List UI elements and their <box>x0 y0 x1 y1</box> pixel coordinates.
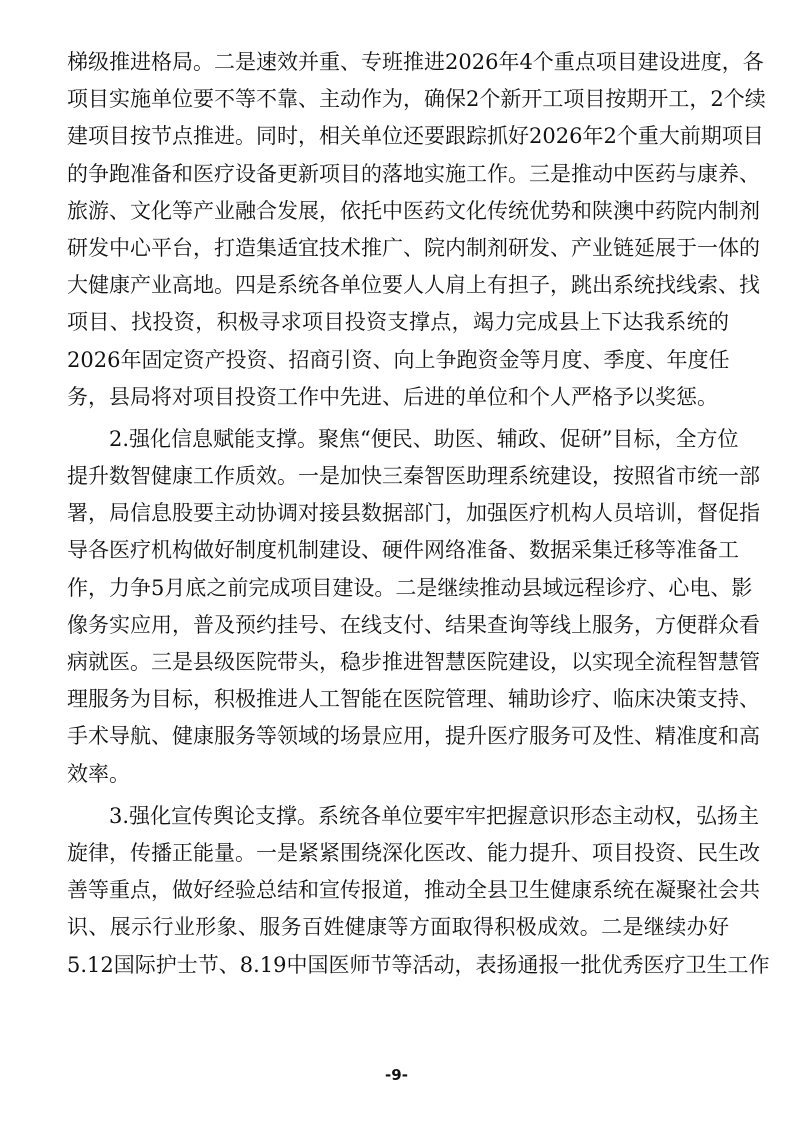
text-line: 手术导航、健康服务等领域的场景应用，提升医疗服务可及性、精准度和高 <box>67 724 760 749</box>
text-line: 旋律，传播正能量。一是紧紧围绕深化医改、能力提升、项目投资、民生改 <box>67 840 760 865</box>
text-line: 识、展示行业形象、服务百姓健康等方面取得积极成效。二是继续办好 <box>67 915 729 940</box>
text-line: 大健康产业高地。四是系统各单位要人人肩上有担子，跳出系统找线索、找 <box>67 273 760 298</box>
text-line: 导各医疗机构做好制度机制建设、硬件网络准备、数据采集迁移等准备工 <box>67 538 739 563</box>
text-line: 2026年固定资产投资、招商引资、向上争跑资金等月度、季度、年度任 <box>67 347 730 372</box>
text-line: 效率。 <box>67 761 130 786</box>
text-line: 善等重点，做好经验总结和宣传报道，推动全县卫生健康系统在凝聚社会共 <box>67 878 760 903</box>
paragraph-3 <box>67 798 770 984</box>
body-text <box>67 44 770 984</box>
text-line: 2.强化信息赋能支撑。聚焦“便民、助医、辅政、促研”目标，全方位 <box>67 426 739 451</box>
text-line: 理服务为目标，积极推进人工智能在医院管理、辅助诊疗、临床决策支持、 <box>67 687 760 712</box>
text-line: 署，局信息股要主动协调对接县数据部门，加强医疗机构人员培训，督促指 <box>67 501 760 526</box>
text-line: 5.12国际护士节、8.19中国医师节等活动，表扬通报一批优秀医疗卫生工作 <box>67 952 770 977</box>
text-line: 像务实应用，普及预约挂号、在线支付、结果查询等线上服务，方便群众看 <box>67 612 760 637</box>
paragraph-1 <box>67 44 766 416</box>
paragraph-2 <box>67 421 760 793</box>
page-number: -9- <box>385 1066 408 1084</box>
text-line: 梯级推进格局。二是速效并重、专班推进2026年4个重点项目建设进度，各 <box>67 50 764 74</box>
text-line: 务，县局将对项目投资工作中先进、后进的单位和个人严格予以奖惩。 <box>67 384 718 409</box>
text-line: 3.强化宣传舆论支撑。系统各单位要牢牢把握意识形态主动权，弘扬主 <box>67 803 760 828</box>
text-line: 提升数智健康工作质效。一是加快三秦智医助理系统建设，按照省市统一部 <box>67 464 760 489</box>
text-line: 的争跑准备和医疗设备更新项目的落地实施工作。三是推动中医药与康养、 <box>67 161 760 186</box>
text-line: 病就医。三是县级医院带头，稳步推进智慧医院建设，以实现全流程智慧管 <box>67 650 760 674</box>
text-line: 旅游、文化等产业融合发展，依托中医药文化传统优势和陕澳中药院内制剂 <box>67 198 760 223</box>
text-line: 研发中心平台，打造集适宜技术推广、院内制剂研发、产业链延展于一体的 <box>67 235 760 260</box>
text-line: 建项目按节点推进。同时，相关单位还要跟踪抓好2026年2个重大前期项目 <box>67 124 764 149</box>
text-line: 项目、找投资，积极寻求项目投资支撑点，竭力完成县上下达我系统的 <box>67 310 729 335</box>
text-line: 作，力争5月底之前完成项目建设。二是继续推动县域远程诊疗、心电、影 <box>67 575 753 600</box>
text-line: 项目实施单位要不等不靠、主动作为，确保2个新开工项目按期开工，2个续 <box>67 87 766 112</box>
